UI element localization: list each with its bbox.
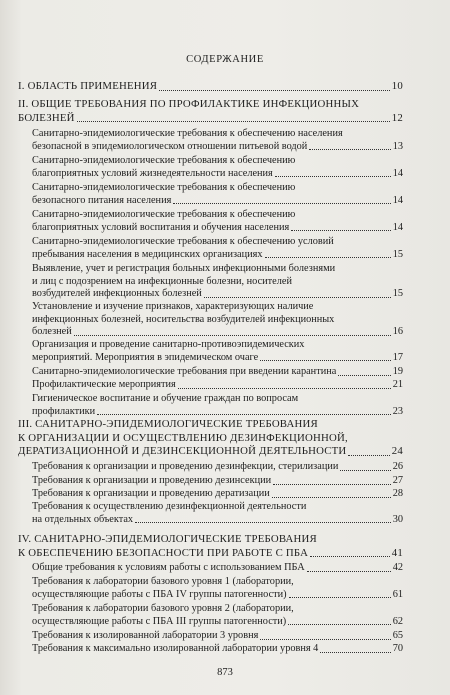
toc-entry-title-line: болезней (32, 326, 72, 338)
dot-leader (310, 556, 390, 557)
dot-leader (272, 497, 391, 498)
toc-entry-title-line: благоприятных условий воспитания и обучения населения (32, 221, 290, 233)
toc-page-ref: 12 (391, 111, 403, 124)
toc-section-entry (18, 80, 403, 94)
toc-page-ref: 14 (392, 194, 403, 206)
dot-leader (273, 484, 391, 485)
toc-entry-title-line: II. ОБЩИЕ ТРЕБОВАНИЯ ПО ПРОФИЛАКТИКЕ ИНФЕКЦИОННЫХ (18, 98, 360, 110)
toc-entry-last-line (32, 141, 403, 154)
toc-subsection-entry (32, 379, 403, 392)
toc-entry-last-line (32, 326, 403, 339)
toc-page-ref: 30 (392, 513, 403, 525)
dot-leader (260, 639, 390, 640)
toc-page-ref: 41 (391, 546, 403, 559)
dot-leader (74, 335, 391, 336)
toc-entry-title-line: мероприятий. Мероприятия в эпидемическом очаге (32, 351, 259, 363)
toc-page-ref: 23 (392, 405, 403, 417)
toc-page-ref: 62 (392, 615, 403, 627)
dot-leader (265, 257, 391, 258)
dot-leader (97, 414, 391, 415)
toc-entry-title-line: безопасной в эпидемиологическом отношении питьевой водой (32, 140, 308, 152)
toc-section-entry (18, 418, 403, 459)
toc-entry-last-line (18, 80, 403, 94)
toc-entry-title-line: К ОБЕСПЕЧЕНИЮ БЕЗОПАСНОСТИ ПРИ РАБОТЕ С ПБА (18, 546, 309, 559)
toc-subsection-entry (32, 643, 403, 656)
toc-entry-title-line: К ОРГАНИЗАЦИИ И ОСУЩЕСТВЛЕНИЮ ДЕЗИНФЕКЦИОННОЙ, (18, 431, 348, 444)
toc-page-ref: 16 (392, 326, 403, 338)
toc-entry-last-line (32, 366, 403, 379)
dot-leader (340, 470, 390, 471)
toc-entry-last-line (32, 222, 403, 235)
toc-subsection-entry (32, 393, 403, 418)
toc-entry-title-line: Установление и изучение признаков, характеризующих наличие (32, 301, 314, 312)
toc-page-ref: 10 (391, 80, 403, 92)
toc-entry-title-line: Профилактические мероприятия (32, 379, 176, 390)
dot-leader (307, 571, 391, 572)
toc-entry-title-line: БОЛЕЗНЕЙ (18, 111, 75, 124)
toc-subsection-entry (32, 501, 403, 526)
toc-entry-title-line: осуществляющие работы с ПБА IV группы патогенности) (32, 588, 287, 600)
toc-entry-last-line (32, 352, 403, 365)
toc-subsection-entry (32, 461, 403, 474)
dot-leader (291, 230, 390, 231)
toc-entry-title-line: безопасного питания населения (32, 194, 172, 206)
toc-entry-title-line: Санитарно-эпидемиологические требования к обеспечению (32, 155, 296, 166)
toc-section-entry (18, 533, 403, 560)
toc-entry-title-line: Требования к организации и проведению дезинфекции, стерилизации (32, 461, 339, 472)
dot-leader (135, 522, 391, 523)
toc-page-ref: 65 (392, 630, 403, 641)
toc-subsection-entry (32, 209, 403, 234)
toc-entry-last-line (18, 112, 403, 126)
toc-entry-title-line: на отдельных объектах (32, 513, 134, 525)
toc-subsection-entry (32, 603, 403, 628)
toc-entry-title-line: Санитарно-эпидемиологические требования при введении карантина (32, 366, 337, 377)
toc-entry-last-line (32, 195, 403, 208)
dot-leader (338, 375, 390, 376)
toc-page-ref: 14 (392, 221, 403, 233)
dot-leader (204, 297, 391, 298)
toc-subsection-entry (32, 263, 403, 301)
toc-entry-last-line (32, 249, 403, 262)
toc-entry-title-line: Требования к организации и проведению дезинсекции (32, 475, 272, 486)
toc-entry-last-line (32, 514, 403, 527)
toc-entry-last-line (32, 643, 403, 656)
toc-entry-title-line: инфекционных болезней, носительства возбудителей инфекционных (32, 313, 335, 325)
dot-leader (288, 624, 391, 625)
toc-page-ref: 70 (392, 643, 403, 654)
toc-entry-title-line: Выявление, учет и регистрация больных инфекционными болезнями (32, 263, 336, 274)
toc-subsection-entry (32, 155, 403, 180)
toc-entry-last-line (32, 288, 403, 301)
toc-subsection-entry (32, 182, 403, 207)
toc-page-ref: 26 (392, 461, 403, 472)
toc-section-entry (18, 98, 403, 125)
toc-heading: СОДЕРЖАНИЕ (186, 54, 264, 65)
toc-subsection-entry (32, 236, 403, 261)
dot-leader (77, 121, 390, 122)
toc-entry-last-line (32, 461, 403, 474)
toc-entry-last-line (32, 168, 403, 181)
dot-leader (348, 455, 389, 456)
toc-entry-title-line: Требования к лаборатории базового уровня 2 (лаборатории, (32, 603, 294, 614)
toc-entry-title-line: Санитарно-эпидемиологические требования к обеспечению (32, 209, 296, 220)
toc-entry-title-line: Организация и проведение санитарно-противоэпидемических (32, 339, 305, 350)
toc-entry-title-line: Санитарно-эпидемиологические требования к обеспечению условий (32, 236, 334, 247)
toc-subsection-entry (32, 562, 403, 575)
toc-entry-last-line (32, 616, 403, 629)
toc-entry-title-line: Требования к организации и проведению дератизации (32, 488, 270, 499)
dot-leader (309, 149, 390, 150)
toc-entry-last-line (32, 475, 403, 488)
toc-entry-title-line: возбудителей инфекционных болезней (32, 288, 202, 300)
toc-subsection-entry (32, 576, 403, 601)
toc-entry-title-line: осуществляющие работы с ПБА III группы патогенности) (32, 615, 287, 627)
toc-entry-last-line (32, 488, 403, 501)
toc-entry-title-line: III. САНИТАРНО-ЭПИДЕМИОЛОГИЧЕСКИЕ ТРЕБОВАНИЯ (18, 418, 318, 430)
toc-entry-title-line: пребывания населения в медицинских организациях (32, 248, 263, 260)
toc-entry-title-line: профилактики (32, 405, 96, 417)
toc-entry-title-line: I. ОБЛАСТЬ ПРИМЕНЕНИЯ (18, 80, 158, 92)
toc-subsection-entry (32, 366, 403, 379)
toc-page-ref: 28 (392, 488, 403, 499)
toc-subsection-entry (32, 128, 403, 153)
toc-subsection-entry (32, 339, 403, 364)
toc-entry-last-line (18, 547, 403, 561)
toc-page-ref: 21 (392, 379, 403, 390)
toc-entry-last-line (18, 445, 403, 459)
toc-entry-last-line (32, 562, 403, 575)
toc-entry-last-line (32, 589, 403, 602)
toc-page-ref: 13 (392, 140, 403, 152)
toc-entry-title-line: Общие требования к условиям работы с использованием ПБА (32, 562, 305, 573)
toc-entry-title-line: ДЕРАТИЗАЦИОННОЙ И ДЕЗИНСЕКЦИОННОЙ ДЕЯТЕЛЬНОСТИ (18, 445, 347, 457)
toc-entry-last-line (32, 379, 403, 392)
toc-page-ref: 24 (391, 445, 403, 457)
toc-entry-title-line: Гигиеническое воспитание и обучение граждан по вопросам (32, 393, 299, 404)
toc-page-ref: 42 (392, 562, 403, 573)
toc-page-ref: 14 (392, 167, 403, 179)
toc-entry-title-line: и лиц с подозрением на инфекционные болезни, носителей (32, 275, 292, 287)
dot-leader (260, 360, 391, 361)
toc-page-ref: 61 (392, 588, 403, 600)
toc-page-ref: 17 (392, 351, 403, 363)
toc-page-ref: 15 (392, 248, 403, 260)
page-number: 873 (217, 667, 233, 678)
toc-entry-title-line: Требования к изолированной лаборатории 3 уровня (32, 630, 259, 641)
toc-entry-title-line: Требования к осуществлению дезинфекционной деятельности (32, 501, 307, 512)
toc-entry-title-line: Санитарно-эпидемиологические требования к обеспечению населения (32, 128, 343, 139)
toc-page-ref: 19 (392, 366, 403, 377)
toc-page-ref: 15 (392, 288, 403, 300)
toc-subsection-entry (32, 488, 403, 501)
toc-entry-title-line: благоприятных условий жизнедеятельности населения (32, 167, 273, 179)
toc-entry-title-line: Санитарно-эпидемиологические требования к обеспечению (32, 182, 296, 193)
dot-leader (178, 388, 391, 389)
toc-entry-title-line: Требования к максимально изолированной лаборатории уровня 4 (32, 643, 319, 654)
dot-leader (159, 90, 390, 91)
toc-subsection-entry (32, 475, 403, 488)
dot-leader (275, 176, 391, 177)
toc-entry-title-line: Требования к лаборатории базового уровня 1 (лаборатории, (32, 576, 294, 587)
toc-page-ref: 27 (392, 475, 403, 486)
dot-leader (173, 203, 390, 204)
toc-entry-last-line (32, 406, 403, 419)
toc-subsection-entry (32, 301, 403, 339)
toc-entry-last-line (32, 630, 403, 643)
toc-subsection-entry (32, 630, 403, 643)
dot-leader (320, 652, 390, 653)
dot-leader (289, 597, 391, 598)
toc-entry-title-line: IV. САНИТАРНО-ЭПИДЕМИОЛОГИЧЕСКИЕ ТРЕБОВАНИЯ (18, 533, 317, 545)
